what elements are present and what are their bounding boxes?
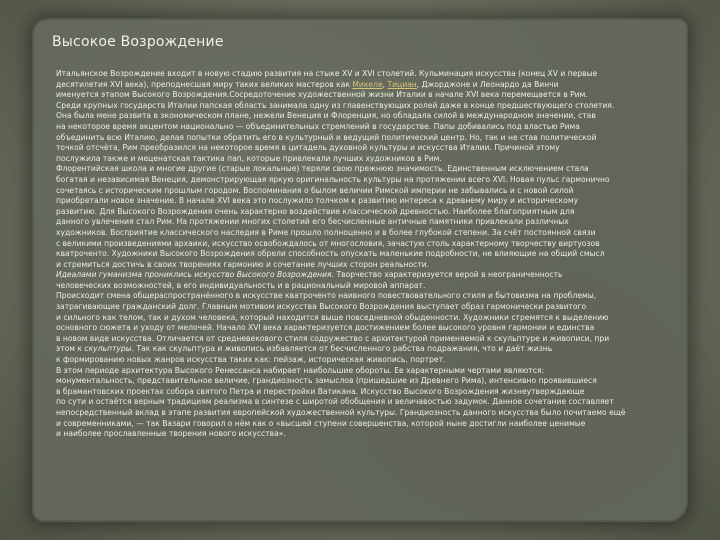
body-line <box>56 323 672 334</box>
text-segment: основного сюжета и уходу от мелочей. Начало XVI века характеризуется достижением более высокого уровня гармонии и единства <box>56 323 595 333</box>
body-line <box>56 164 672 175</box>
text-segment: и сильного как телом, так и духом человека, который находится выше повседневной обыденности. Художники стремятся к выделению <box>56 312 609 322</box>
body-line <box>56 154 672 165</box>
text-segment: художников. Восприятие классического наследия в Риме прошло полноценно и в более глубокой степени. За счёт постоянной связи <box>56 227 596 237</box>
body-line <box>56 397 672 408</box>
body-line <box>56 408 672 419</box>
body-line <box>56 366 672 377</box>
text-segment: на некоторое время акцентом национально — объединительных стремлений в государстве. Папы добивались под властью Рима <box>56 121 580 131</box>
body-line <box>56 291 672 302</box>
body-line <box>56 196 672 207</box>
body-line <box>56 239 672 250</box>
text-segment: Происходит смена общераспространённого в искусстве кватроченто наивного повествовательного стиля и бытовизма на проблемы, <box>56 291 597 301</box>
text-segment: богатая и независимая Венеция, демонстрирующая яркую оригинальность культуры на протяжении всего XVI. Новая пульс гармонично <box>56 174 610 184</box>
text-segment: десятилетия XVI века), преподнесшая миру таких великих мастеров как <box>56 79 353 89</box>
body-line <box>56 207 672 218</box>
text-segment: этом <box>56 344 78 354</box>
body-line <box>56 175 672 186</box>
body-line <box>56 122 672 133</box>
body-line <box>56 302 672 313</box>
text-segment: приобретали новое значение. В начале XVI века это послужило толчком к развитию интереса к древнему миру и историческому <box>56 196 579 206</box>
text-segment: с великими произведениями архаики, искусство освобождалось от многословия, зачастую столь характерному творчеству виртуозов <box>56 238 600 248</box>
text-segment: в брамантовских проектах собора святого Петра и перестройки Ватикана. Искусство Высокого Возрождения жизнеутверждающе <box>56 386 585 396</box>
text-segment: в новом виде искусства. Отличается от средневекового стиля содружество с архитектурой применяемой к скульптуре и живописи, при <box>56 333 610 343</box>
text-segment: и наиболее прославленные творения нового искусства». <box>56 429 286 439</box>
body-line <box>56 186 672 197</box>
slide-title: Высокое Возрождение <box>52 34 224 50</box>
body-line <box>56 355 672 366</box>
text-segment: к формированию новых жанров искусства таких как: пейзаж, историческая живопись, портрет. <box>56 355 446 365</box>
body-line <box>56 270 672 281</box>
text-segment: , <box>382 79 388 89</box>
text-segment: развитию. Для Высокого Возрождения очень характерно воздействие классической древностью. Наиболее благоприятным для <box>56 206 575 216</box>
text-segment: Флорентийская школа и многие другие (старые локальные) теряли свою прежнюю значимость. Единственным исключением стала <box>56 164 589 174</box>
body-line <box>56 69 672 80</box>
italic-text: Идеалами гуманизма прониклись искусство Высокого Возрождения <box>56 270 332 280</box>
body-line <box>56 429 672 440</box>
text-segment: именуется этапом Высокого Возрождения.Сосредоточение художественной жизни Италии в начале XVI века перемещается в Рим. <box>56 90 588 100</box>
body-line <box>56 313 672 324</box>
body-line <box>56 228 672 239</box>
text-segment: . Так как скульптура и живопись избавляется от бесчисленного рабства подражания, что и даёт жизнь <box>131 344 553 354</box>
body-line <box>56 387 672 398</box>
text-segment: затрагивающие гражданский долг. Главным мотивом искусства Высокого Возрождения выступает образ гармонически развитого <box>56 302 587 312</box>
text-segment: сочетаясь с историческим прошлым городом. Воспоминания о былом величии Римской империи не забывались и с новой силой <box>56 185 574 195</box>
body-line <box>56 111 672 122</box>
body-line <box>56 344 672 355</box>
text-segment: Среди крупных государств Италии папская область занимала одну из главенствующих ролей даже в конце предшествующего столетия. <box>56 100 615 110</box>
body-line <box>56 249 672 260</box>
body-line <box>56 101 672 112</box>
text-segment: , Джорджоне и Леонардо да Винчи <box>416 79 559 89</box>
body-line <box>56 260 672 271</box>
italic-text: к скульптуры <box>77 344 132 354</box>
text-segment: Итальянское Возрождение входит в новую стадию развития на стыке XV и XVI столетий. Кульминация искусства (конец XV и первые <box>56 69 598 78</box>
text-segment: непосредственный вклад в этапе развития европейской художественной культуры. Грандиозность данного искусства было почитаемо ещё <box>56 408 626 417</box>
body-line <box>56 80 672 91</box>
body-line <box>56 143 672 154</box>
text-segment: и стремиться достичь в своих творениях гармонию и сочетание лучших сторон реальности. <box>56 259 430 269</box>
text-segment: В этом периоде архитектура Высокого Ренессанса набирает наибольшие обороты. Ее характерными чертами являются: <box>56 365 545 375</box>
body-line <box>56 419 672 430</box>
text-segment: точкой отсчёта, Рим преобразился на некоторое время в цитадель духовной культуры и искусства Италии. Причиной этому <box>56 143 560 153</box>
body-line <box>56 90 672 101</box>
text-segment: человеческих возможностей, в его индивидуальность и в рациональный мировой аппарат. <box>56 280 426 290</box>
inline-link[interactable]: Тициан <box>387 79 417 89</box>
inline-link[interactable]: Микеле <box>352 79 383 89</box>
text-segment: данного увлечения стал Рим. На протяжении многих столетий его бесчисленные античные памятники привлекали различных <box>56 217 569 227</box>
text-segment: монументальность, представительное величие, грандиозность замыслов (пришедшие из Древнего Рима), интенсивно проявившиеся <box>56 376 597 386</box>
text-segment: и современниками, — так Вазари говорил о нём как о «высшей ступени совершенства, которой ныне достигли наиболее ценимые <box>56 418 586 428</box>
text-segment: послужила также и меценатская тактика пап, которые привлекали лучших художников в Рим. <box>56 153 442 163</box>
body-line <box>56 281 672 292</box>
text-segment: по сути и остаётся верным традициям реализма в синтезе с широтой обобщения и величавостью задумок. Данное сочетание составляет <box>56 397 614 407</box>
slide-body-text <box>56 69 672 509</box>
body-line <box>56 133 672 144</box>
text-segment: объединить всю Италию, делая попытки обратить его в культурный и ведущий политический центр. Но, так и не став политической <box>56 132 597 142</box>
text-segment: . Творчество характеризуется верой в неограниченность <box>331 270 563 280</box>
body-line <box>56 334 672 345</box>
body-line <box>56 376 672 387</box>
text-segment: кватроченто. Художники Высокого Возрождения обрели способность опускать маленькие подробности, не влияющие на общий смысл <box>56 249 605 259</box>
body-line <box>56 217 672 228</box>
text-segment: Она была мене развита в экономическом плане, нежели Венеция и Флоренция, но обладала силой в международном значении, став <box>56 111 596 121</box>
